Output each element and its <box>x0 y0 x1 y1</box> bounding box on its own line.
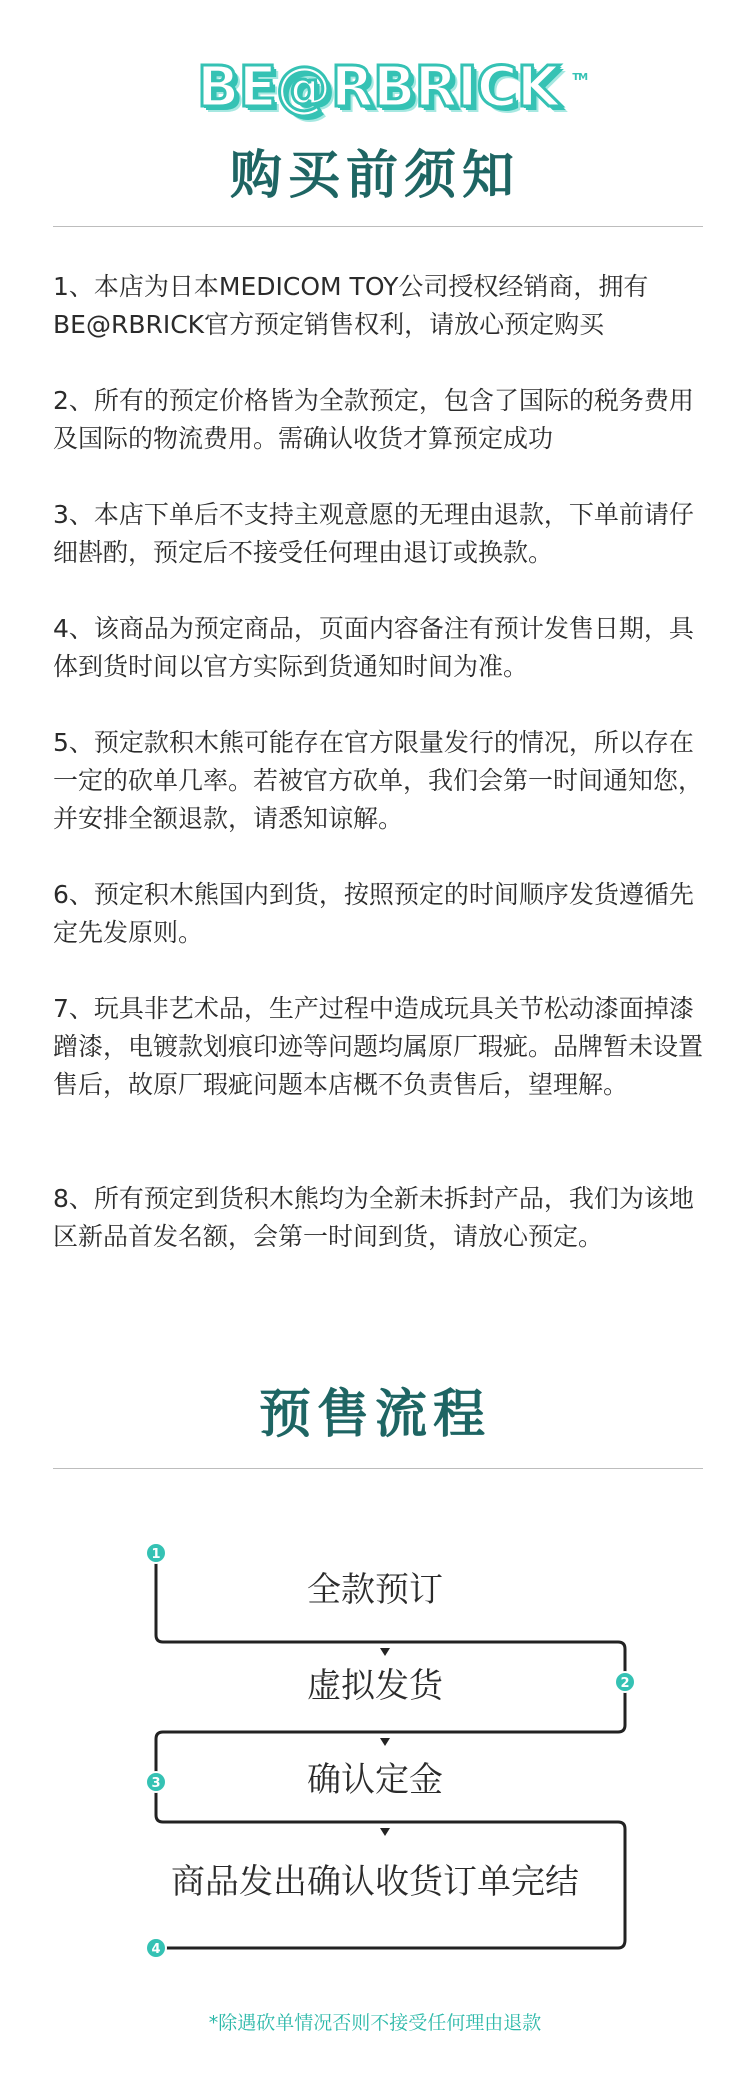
purchase-notice-title: 购买前须知 <box>229 146 520 206</box>
notice-item-2: 2、所有的预定价格皆为全款预定，包含了国际的税务费用及国际的物流费用。需确认收货才算预定成功 <box>53 386 694 453</box>
logo-text: BE@RBRICK <box>196 55 560 120</box>
notice-item-1: 1、本店为日本MEDICOM TOY公司授权经销商，拥有BE@RBRICK官方预定销售权利，请放心预定购买 <box>53 272 649 339</box>
step-marker-1 <box>146 1543 166 1563</box>
notice-item-4: 4、该商品为预定商品，页面内容备注有预计发售日期，具体到货时间以官方实际到货通知时间为准。 <box>53 614 694 681</box>
notice-item-8: 8、所有预定到货积木熊均为全新未拆封产品，我们为该地区新品首发名额，会第一时间到货，请放心预定。 <box>53 1184 694 1251</box>
trademark: TM <box>572 72 588 83</box>
step-marker-4 <box>146 1938 166 1958</box>
step-label-3: 确认定金 <box>307 1760 443 1800</box>
divider <box>53 226 703 227</box>
logo <box>0 48 750 128</box>
step-number-4: 4 <box>151 1942 161 1957</box>
notice-item-5: 5、预定款积木熊可能存在官方限量发行的情况，所以存在一定的砍单几率。若被官方砍单，我们会第一时间通知您，并安排全额退款，请悉知谅解。 <box>53 728 704 833</box>
divider <box>53 1468 703 1469</box>
process-flow <box>0 1520 750 1970</box>
step-label-4: 商品发出确认收货订单完结 <box>171 1862 579 1902</box>
notice-item-6: 6、预定积木熊国内到货，按照预定的时间顺序发货遵循先定先发原则。 <box>53 880 694 947</box>
step-label-2: 虚拟发货 <box>307 1666 443 1706</box>
arrow-3 <box>380 1828 390 1836</box>
arrow-2 <box>380 1738 390 1746</box>
notice-item-7: 7、玩具非艺术品，生产过程中造成玩具关节松动漆面掉漆蹭漆，电镀款划痕印迹等问题均属原厂瑕疵。品牌暂未设置售后，故原厂瑕疵问题本店概不负责售后，望理解。 <box>53 994 704 1099</box>
brand-logo <box>196 48 588 128</box>
step-number-1: 1 <box>151 1547 161 1562</box>
notice-item-3: 3、本店下单后不支持主观意愿的无理由退款，下单前请仔细斟酌，预定后不接受任何理由退订或换款。 <box>53 500 694 567</box>
step-number-3: 3 <box>151 1776 161 1791</box>
presale-process-title: 预售流程 <box>258 1385 491 1445</box>
step-number-2: 2 <box>620 1676 630 1691</box>
arrow-1 <box>380 1648 390 1656</box>
refund-footnote: *除遇砍单情况否则不接受任何理由退款 <box>208 2012 542 2034</box>
step-label-1: 全款预订 <box>307 1570 443 1610</box>
